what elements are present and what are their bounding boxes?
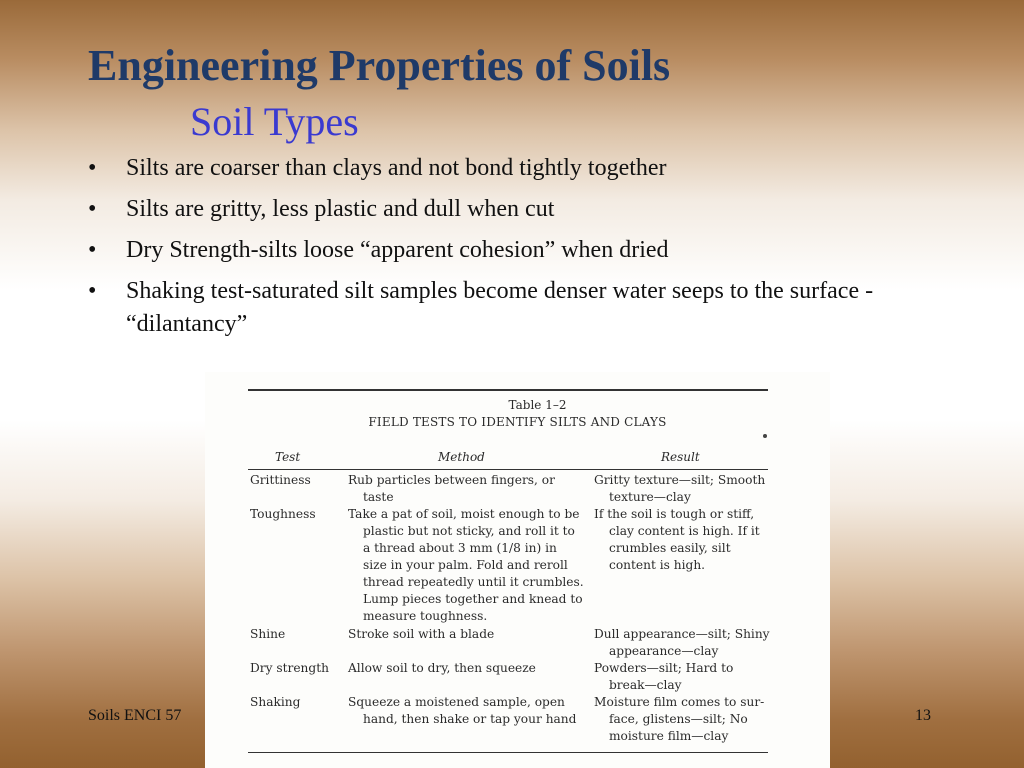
cell-result: If the soil is tough or stiff, clay content is high. If it crumbles easily, silt content is high. (594, 507, 760, 572)
bullet-item (88, 152, 968, 185)
bullet-icon: • (88, 278, 97, 304)
slide-title: Engineering Properties of Soils (88, 41, 671, 90)
scan-speck (763, 434, 767, 438)
bullet-icon: • (88, 237, 97, 263)
bullet-item (88, 234, 968, 267)
bullet-text: Silts are gritty, less plastic and dull when cut (126, 196, 555, 222)
table-top-rule (248, 389, 768, 391)
bullet-item (88, 275, 968, 341)
cell-method: Allow soil to dry, then squeeze (348, 661, 536, 675)
table-caption: FIELD TESTS TO IDENTIFY SILTS AND CLAYS (368, 415, 667, 429)
bullet-text: Silts are coarser than clays and not bond tightly together (126, 155, 667, 181)
bullet-text: Dry Strength-silts loose “apparent cohesion” when dried (126, 237, 669, 263)
bullet-item (88, 193, 968, 226)
cell-test: Grittiness (250, 473, 311, 487)
table-header-rule (248, 469, 768, 470)
cell-result: Dull appearance—silt; Shiny appearance—clay (594, 627, 770, 658)
cell-test: Shine (250, 627, 286, 641)
column-header-test: Test (275, 450, 301, 464)
column-header-result: Result (661, 450, 700, 464)
cell-result: Powders—silt; Hard to break—clay (594, 661, 734, 692)
cell-result: Moisture film comes to sur- face, glistens—silt; No moisture film—clay (594, 695, 765, 743)
cell-method: Take a pat of soil, moist enough to be plastic but not sticky, and roll it to a thread about 3 mm (1/8 in) in size in your palm. Fold and reroll thread repeatedly until it crumbles. Lump pieces together and knead to measure toughness. (348, 507, 584, 623)
bullet-text: Shaking test-saturated silt samples become denser water seeps to the surface - “dilantancy” (126, 278, 874, 337)
table-image (205, 372, 830, 768)
cell-method: Rub particles between fingers, or taste (348, 473, 555, 504)
bullet-list (88, 152, 968, 349)
cell-test: Shaking (250, 695, 301, 709)
page-number: 13 (915, 707, 931, 724)
table-bottom-rule (248, 752, 768, 753)
slide-subtitle: Soil Types (190, 99, 359, 144)
table-number: Table 1–2 (508, 398, 567, 412)
cell-method: Stroke soil with a blade (348, 627, 495, 641)
cell-test: Dry strength (250, 661, 329, 675)
bullet-icon: • (88, 155, 97, 181)
bullet-icon: • (88, 196, 97, 222)
cell-method: Squeeze a moistened sample, open hand, then shake or tap your hand (348, 695, 577, 726)
cell-test: Toughness (250, 507, 316, 521)
footer-course: Soils ENCI 57 (88, 707, 182, 724)
column-header-method: Method (438, 450, 485, 464)
cell-result: Gritty texture—silt; Smooth texture—clay (594, 473, 766, 504)
